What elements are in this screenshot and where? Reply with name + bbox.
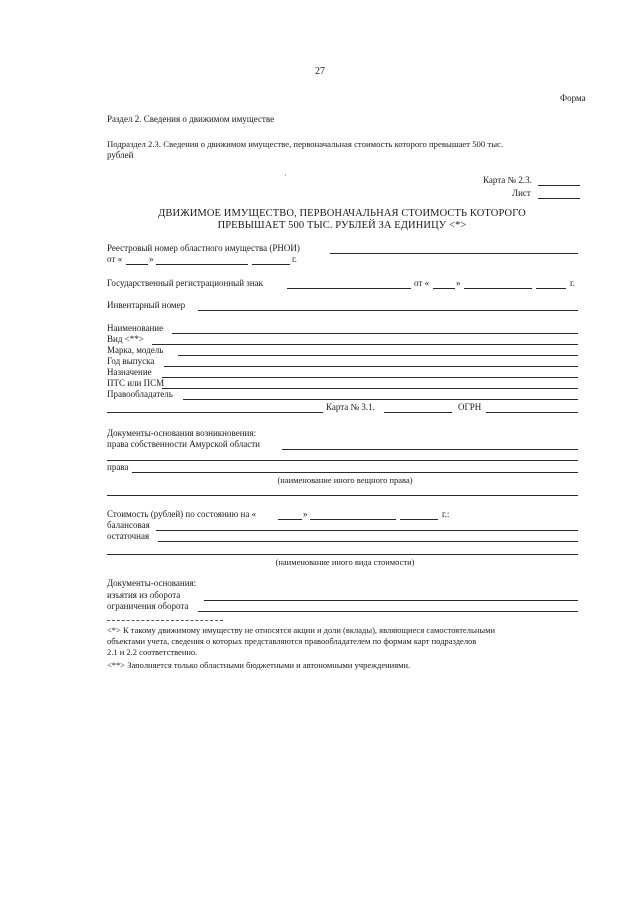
card31-label: Карта № 3.1. [326, 402, 375, 412]
balance-field[interactable] [156, 530, 578, 531]
cost-year-suffix: г.: [442, 509, 450, 519]
registry-number-field[interactable] [330, 253, 578, 254]
card31-field[interactable] [384, 412, 452, 413]
page-number: 27 [315, 66, 325, 77]
ogrn-label: ОГРН [458, 402, 482, 412]
balance-label: балансовая [107, 520, 150, 530]
state-reg-day-field[interactable] [433, 288, 455, 289]
state-reg-field[interactable] [287, 288, 411, 289]
docs-basis-label: Документы-основания: [107, 578, 197, 588]
owner-field[interactable] [183, 399, 578, 400]
inventory-field[interactable] [198, 310, 578, 311]
withdrawal-label: изъятия из оборота [107, 590, 181, 600]
other-cost-caption: (наименование иного вида стоимости) [275, 557, 415, 567]
state-reg-month-field[interactable] [464, 288, 532, 289]
cost-label: Стоимость (рублей) по состоянию на « [107, 509, 257, 519]
registry-year-field[interactable] [252, 264, 290, 265]
subsection-heading: Подраздел 2.3. Сведения о движимом имуществе, первоначальная стоимость которого превышает 500 тыс. [107, 139, 504, 149]
pts-field[interactable] [162, 388, 578, 389]
footnote-1: <*> К такому движимому имуществу не относятся акции и доли (вклады), являющиеся самостоятельными [107, 625, 496, 635]
state-reg-year-field[interactable] [536, 288, 566, 289]
right-field-cont[interactable] [107, 495, 578, 496]
owner-label: Правообладатель [107, 389, 173, 399]
card-number-label: Карта № 2.3. [483, 175, 532, 185]
registry-date-open: от « [107, 254, 123, 264]
ownership-field[interactable] [282, 449, 578, 450]
registry-day-field[interactable] [126, 264, 148, 265]
footnote-1-cont: объектами учета, сведения о которых представляются правообладателем по формам карт подразделов [107, 636, 477, 646]
withdrawal-field[interactable] [204, 600, 578, 601]
footnote-1-end: 2.1 и 2.2 соответственно. [107, 647, 198, 657]
dot-mark: · [284, 171, 287, 180]
cost-year-field[interactable] [400, 519, 438, 520]
cost-day-field[interactable] [278, 519, 302, 520]
sheet-label: Лист [512, 188, 531, 198]
docs-origin-label: Документы-основания возникновения: [107, 428, 256, 438]
pts-label: ПТС или ПСМ [107, 378, 165, 388]
other-cost-field[interactable] [107, 554, 578, 555]
brand-field[interactable] [178, 355, 578, 356]
registry-month-field[interactable] [156, 264, 248, 265]
brand-label: Марка, модель [107, 345, 164, 355]
ownership-field-cont[interactable] [107, 460, 578, 461]
right-label: права [107, 462, 129, 472]
name-field[interactable] [172, 333, 578, 334]
form-title-cont: ПРЕВЫШАЕТ 500 ТЫС. РУБЛЕЙ ЗА ЕДИНИЦУ <*> [217, 220, 467, 231]
sheet-field[interactable] [538, 198, 580, 199]
kind-field[interactable] [152, 344, 578, 345]
footnote-2: <**> Заполняется только областными бюджетными и автономными учреждениями. [107, 660, 411, 670]
state-reg-label: Государственный регистрационный знак [107, 278, 264, 288]
other-right-caption: (наименование иного вещного права) [277, 475, 413, 485]
owner-extra-field[interactable] [107, 412, 323, 413]
ownership-label: права собственности Амурской области [107, 439, 260, 449]
ogrn-field[interactable] [486, 412, 578, 413]
purpose-label: Назначение [107, 367, 152, 377]
cost-date-close: » [303, 509, 308, 519]
cost-month-field[interactable] [310, 519, 396, 520]
section-heading: Раздел 2. Сведения о движимом имуществе [107, 114, 275, 124]
footnote-separator [107, 620, 223, 621]
residual-field[interactable] [158, 541, 578, 542]
restriction-field[interactable] [198, 611, 578, 612]
state-reg-date-open: от « [414, 278, 430, 288]
year-field[interactable] [164, 366, 578, 367]
year-label: Год выпуска [107, 356, 155, 366]
right-field[interactable] [132, 472, 578, 473]
name-label: Наименование [107, 323, 164, 333]
purpose-field[interactable] [162, 377, 578, 378]
restriction-label: ограничения оборота [107, 601, 189, 611]
registry-number-label: Реестровый номер областного имущества (РНОИ) [107, 243, 300, 253]
state-reg-year-suffix: г. [570, 278, 575, 288]
state-reg-date-close: » [456, 278, 461, 288]
inventory-label: Инвентарный номер [107, 300, 186, 310]
form-label: Форма [560, 93, 586, 103]
registry-date-close: » [149, 254, 154, 264]
kind-label: Вид <**> [107, 334, 144, 344]
form-title: ДВИЖИМОЕ ИМУЩЕСТВО, ПЕРВОНАЧАЛЬНАЯ СТОИМОСТЬ КОТОРОГО [158, 208, 526, 219]
residual-label: остаточная [107, 531, 150, 541]
subsection-heading-cont: рублей [107, 150, 134, 160]
registry-year-suffix: г. [292, 254, 297, 264]
card-number-field[interactable] [538, 185, 580, 186]
